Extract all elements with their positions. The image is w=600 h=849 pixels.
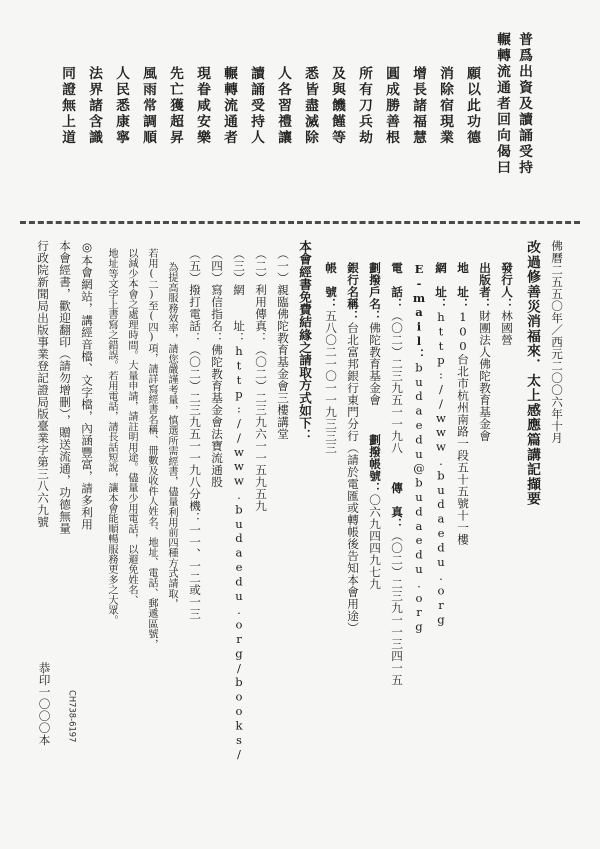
verse-line: 普爲出資及讀誦受持 — [516, 32, 532, 176]
email-line — [412, 262, 424, 634]
phone-value: （〇二）二三九五一一九八 — [390, 310, 404, 454]
publisher-label: 發行人： — [500, 262, 514, 310]
bank-value: 台北富邦銀行東門分行（請於電匯或轉帳後告知本會用途） — [346, 322, 360, 634]
verse-line: 消除宿現業 — [437, 66, 453, 146]
press-label: 出版者： — [478, 262, 492, 310]
verse-line: 人各習禮讓 — [275, 66, 291, 146]
fax-value: （〇二）二三九一一三四一五 — [390, 530, 404, 686]
press-value: 財團法人佛陀教育基金會 — [478, 310, 492, 442]
verse-line: 法界諸含識 — [86, 66, 102, 146]
address-label: 地 址： — [456, 262, 470, 310]
verse-line: 同證無上道 — [59, 66, 75, 146]
postal-account-line — [368, 262, 380, 590]
verse-line: 圓成勝善根 — [383, 66, 399, 146]
verse-line: 讀誦受持人 — [248, 66, 264, 146]
email-label: E-mail： — [412, 262, 426, 361]
address-value: 100台北市杭州南路一段五十五號十一樓 — [456, 310, 470, 546]
method-item: （二）利用傳真：（〇二）二三九六一一五九五九 — [254, 248, 268, 512]
print-count: 恭印一〇〇〇本 — [37, 662, 52, 746]
verse-line: 願以此功德 — [464, 66, 480, 146]
publisher-line — [500, 262, 512, 346]
account-no-label: 劃撥帳號： — [368, 434, 382, 494]
verse-line: 人民悉康寧 — [113, 66, 129, 146]
verse-line: 輾轉流通者回向偈曰 — [494, 32, 510, 176]
verse-line: 悉皆盡滅除 — [302, 66, 318, 146]
section-divider — [20, 221, 580, 224]
method-item: （四）寫信指名：佛陀教育基金會法寶流通股 — [210, 248, 224, 488]
website-link: http://www.budaedu.org — [434, 310, 448, 627]
verse-line: 先亡獲超昇 — [167, 66, 183, 146]
bank-account-value: 五八〇二一〇一一九三三三 — [324, 310, 338, 454]
account-name-value: 佛陀教育基金會 — [368, 322, 382, 406]
footer-line: 本會經書，歡迎翻印（請勿增刪），贈送流通，功德無量 — [58, 240, 72, 535]
bank-label: 銀行名稱： — [346, 262, 360, 322]
method-item: （五）撥打電話：（〇二）二三九五一一九八分機：一一、一二或一三 — [188, 248, 202, 620]
verse-line: 增長諸福慧 — [410, 66, 426, 146]
website-label: 網 址： — [434, 262, 448, 310]
bank-account-label: 帳 號： — [324, 262, 338, 310]
date-line: 佛曆二五五〇年／西元二〇〇六年十月 — [550, 240, 564, 444]
address-line — [456, 262, 468, 545]
footer-line: 行政院新聞局出版事業登記證局版臺業字第三八六九號 — [36, 240, 50, 528]
notice-line: 若用(二)至(四)項，請詳寫經書名稱、冊數及收件人姓名、地址、電話、郵遞區號， — [146, 248, 157, 649]
press-line — [478, 262, 490, 442]
publisher-value: 林國營 — [500, 310, 514, 346]
email-address: budaedu@budaedu.org — [412, 360, 426, 635]
phone-fax-line — [390, 262, 402, 686]
fax-label: 傳 真： — [390, 482, 404, 530]
book-title: 改過修善災消福來．太上感應篇講記擷要 — [524, 240, 540, 507]
verse-line: 現眷咸安樂 — [194, 66, 210, 146]
footer-line: ◎本會網站，講經音檔、文字檔，內涵豐富，請多利用 — [80, 240, 94, 531]
bank-line — [346, 262, 358, 634]
verse-line: 風雨常調順 — [140, 66, 156, 146]
verse-line: 輾轉流通者 — [221, 66, 237, 146]
notice-line: 為提高服務效率，請您嚴謹考量，慎選所需經書，儘量利用前四種方式請取， — [166, 262, 177, 609]
bank-account-line — [324, 262, 336, 454]
serial-number: CH738-6197 — [67, 690, 78, 743]
method-item: （三）網 址：http://www.budaedu.org/books/ — [232, 248, 246, 762]
notice-line: 以減少本會之處理時間。大量申請，請註明用途。儘量少用電話，以避免姓名、 — [126, 248, 137, 605]
website-line — [434, 262, 446, 627]
verse-line: 及與饑饉等 — [329, 66, 345, 146]
verse-line: 所有刀兵劫 — [356, 66, 372, 146]
account-no-value: 〇六九四四九七九 — [368, 494, 382, 590]
phone-label: 電 話： — [390, 262, 404, 310]
free-distribution-heading: 本會經書免費結緣之請取方式如下： — [297, 240, 312, 442]
account-name-label: 劃撥戶名： — [368, 262, 382, 322]
method-item: （一）親臨佛陀教育基金會三樓講堂 — [276, 248, 290, 440]
notice-line: 地址等文字上書寫之錯誤。若用電話，請長話短說，讓本會能順暢服務更多之大眾。 — [106, 248, 117, 626]
